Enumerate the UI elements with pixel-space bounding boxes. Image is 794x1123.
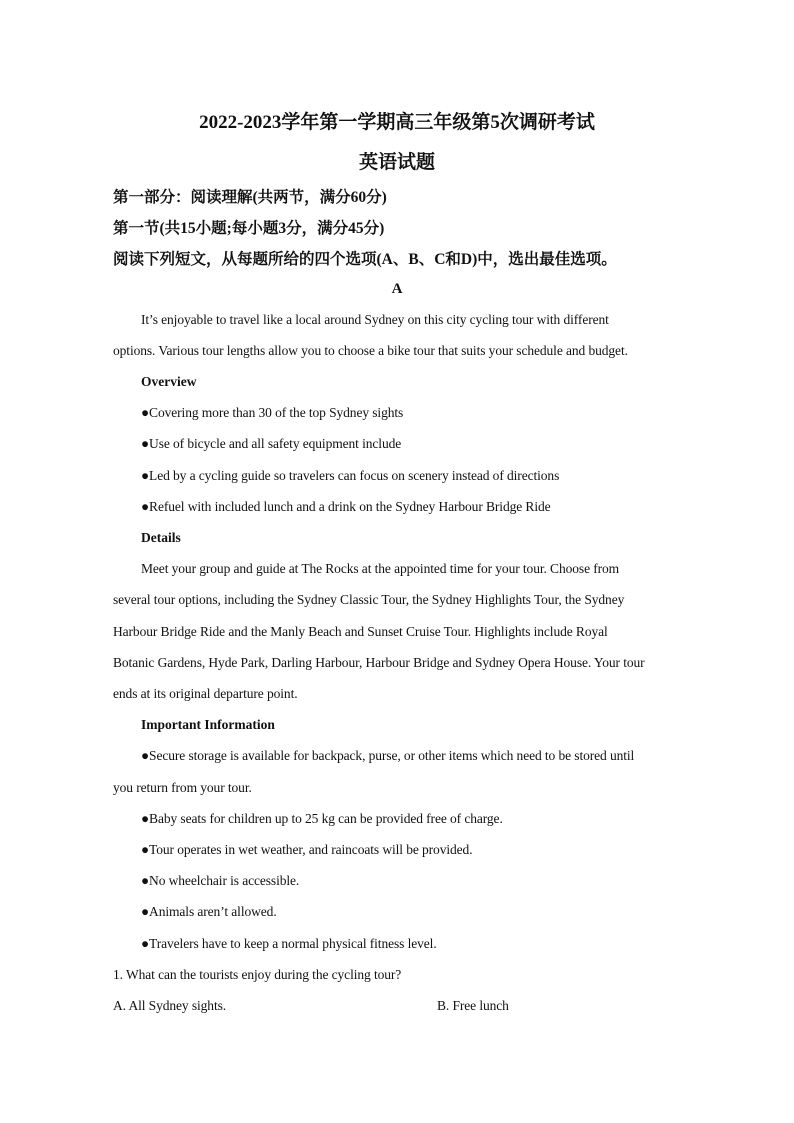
info-line: you return from your tour. [113,780,252,795]
exam-subtitle: 英语试题 [358,152,435,173]
info-heading: Important Information [141,717,275,732]
info-line: ●Travelers have to keep a normal physical fitness level. [141,936,437,951]
details-line: Harbour Bridge Ride and the Manly Beach and Sunset Cruise Tour. Highlights include Royal [113,624,608,639]
overview-item: ●Use of bicycle and all safety equipment include [141,436,402,451]
details-heading: Details [141,530,181,545]
overview-item: ●Refuel with included lunch and a drink on the Sydney Harbour Bridge Ride [141,499,551,514]
overview-item: ●Led by a cycling guide so travelers can focus on scenery instead of directions [141,468,560,483]
intro-line: options. Various tour lengths allow you to choose a bike tour that suits your schedule and budget. [113,343,628,358]
details-line: Meet your group and guide at The Rocks at the appointed time for your tour. Choose from [141,561,620,576]
details-line: several tour options, including the Sydney Classic Tour, the Sydney Highlights Tour, the Sydney [113,592,625,607]
info-line: ●Tour operates in wet weather, and raincoats will be provided. [141,842,473,857]
info-line: ●No wheelchair is accessible. [141,873,300,888]
option-a: A. All Sydney sights. [113,998,227,1013]
details-line: Botanic Gardens, Hyde Park, Darling Harbour, Harbour Bridge and Sydney Opera House. Your tour [113,655,645,670]
info-line: ●Baby seats for children up to 25 kg can be provided free of charge. [141,811,503,826]
exam-title: 2022-2023学年第一学期高三年级第5次调研考试 [199,112,595,133]
info-line: ●Secure storage is available for backpack, purse, or other items which need to be stored until [141,748,635,763]
info-line: ●Animals aren’t allowed. [141,904,277,919]
overview-item: ●Covering more than 30 of the top Sydney sights [141,405,404,420]
overview-heading: Overview [141,374,197,389]
intro-line: It’s enjoyable to travel like a local around Sydney on this city cycling tour with different [141,312,609,327]
part-heading: 第一部分：阅读理解(共两节，满分60分) [113,189,387,206]
question-text: 1. What can the tourists enjoy during the cycling tour? [113,967,402,982]
section-heading: 第一节(共15小题;每小题3分，满分45分) [113,220,385,237]
option-b: B. Free lunch [437,998,509,1013]
passage-label: A [391,281,403,297]
directions: 阅读下列短文，从每题所给的四个选项(A、B、C和D)中，选出最佳选项。 [113,251,617,268]
details-line: ends at its original departure point. [113,686,298,701]
